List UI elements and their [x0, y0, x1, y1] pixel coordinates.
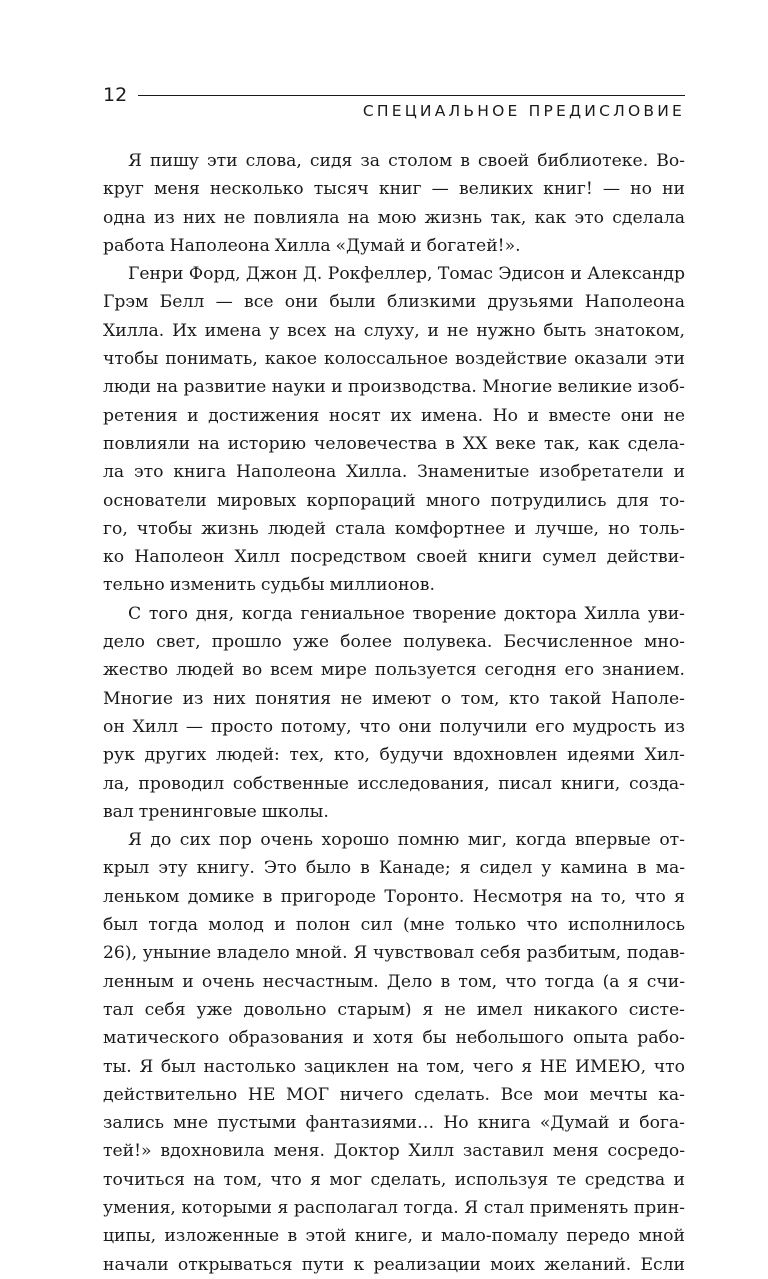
text-line: Я до сих пор очень хорошо помню миг, когда впервые от- — [128, 830, 685, 851]
text-line: леньком домике в пригороде Торонто. Несмотря на то, что я — [103, 886, 685, 907]
text-line: начали открываться пути к реализации моих желаний. Если — [103, 1254, 685, 1275]
text-line: люди на развитие науки и производства. Многие великие изоб- — [103, 377, 685, 398]
text-line: крыл эту книгу. Это было в Канаде; я сидел у камина в ма- — [103, 858, 685, 879]
text-line: он Хилл — просто потому, что они получили его мудрость из — [103, 716, 685, 737]
text-line: одна из них не повлияла на мою жизнь так, как это сделала — [103, 207, 685, 228]
text-line: тал себя уже довольно старым) я не имел никакого систе- — [103, 999, 685, 1020]
text-line: ты. Я был настолько зациклен на том, чего я НЕ ИМЕЮ, что — [103, 1056, 685, 1077]
text-line: тей!» вдохновила меня. Доктор Хилл заставил меня сосредо- — [103, 1141, 685, 1162]
text-line: тельно изменить судьбы миллионов. — [103, 575, 435, 596]
text-line: ленным и очень несчастным. Дело в том, что тогда (а я счи- — [103, 971, 685, 992]
body-text — [103, 147, 685, 1279]
text-line: ла это книга Наполеона Хилла. Знаменитые изобретатели и — [103, 462, 685, 483]
text-line: Многие из них понятия не имеют о том, кто такой Наполе- — [103, 688, 685, 709]
text-line: был тогда молод и полон сил (мне только что исполнилось — [103, 915, 685, 936]
paragraph — [103, 260, 685, 600]
text-line: ципы, изложенные в этой книге, и мало-помалу передо мной — [103, 1226, 685, 1247]
text-line: жество людей во всем мире пользуется сегодня его знанием. — [103, 660, 685, 681]
text-line: С того дня, когда гениальное творение доктора Хилла уви- — [128, 603, 685, 624]
text-line: действительно НЕ МОГ ничего сделать. Все мои мечты ка- — [103, 1084, 685, 1105]
running-head: СПЕЦИАЛЬНОЕ ПРЕДИСЛОВИЕ — [362, 102, 685, 120]
text-line: Генри Форд, Джон Д. Рокфеллер, Томас Эдисон и Александр — [128, 264, 685, 285]
text-line: Грэм Белл — все они были близкими друзьями Наполеона — [103, 292, 685, 313]
text-line: Я пишу эти слова, сидя за столом в своей библиотеке. Во- — [128, 151, 685, 171]
text-line: основатели мировых корпораций много потрудились для то- — [103, 490, 685, 511]
paragraph — [103, 147, 685, 260]
paragraph — [103, 826, 685, 1279]
text-line: круг меня несколько тысяч книг — великих книг! — но ни — [103, 179, 685, 200]
text-line: матического образования и хотя бы небольшого опыта рабо- — [103, 1028, 685, 1049]
text-line: точиться на том, что я мог сделать, используя те средства и — [103, 1169, 685, 1190]
page-number: 12 — [103, 84, 128, 106]
text-line: дело свет, прошло уже более полувека. Бесчисленное мно- — [103, 632, 685, 653]
text-line: чтобы понимать, какое колоссальное воздействие оказали эти — [103, 349, 685, 370]
text-line: Хилла. Их имена у всех на слуху, и не нужно быть знатоком, — [103, 320, 685, 341]
text-line: ретения и достижения носят их имена. Но и вместе они не — [103, 405, 685, 426]
text-line: вал тренинговые школы. — [103, 801, 329, 822]
text-line: работа Наполеона Хилла «Думай и богатей!». — [103, 235, 521, 256]
text-line: го, чтобы жизнь людей стала комфортнее и лучше, но толь- — [103, 518, 685, 539]
text-line: ла, проводил собственные исследования, писал книги, созда- — [103, 773, 685, 794]
text-line: ко Наполеон Хилл посредством своей книги сумел действи- — [103, 547, 685, 568]
paragraph — [103, 600, 685, 826]
text-line: рук других людей: тех, кто, будучи вдохновлен идеями Хил- — [103, 745, 685, 766]
text-line: повлияли на историю человечества в XX веке так, как сдела- — [103, 433, 685, 454]
text-line: зались мне пустыми фантазиями… Но книга «Думай и бога- — [103, 1113, 685, 1134]
text-line: 26), уныние владело мной. Я чувствовал себя разбитым, подав- — [103, 943, 685, 964]
header-rule — [138, 95, 685, 96]
text-line: умения, которыми я располагал тогда. Я стал применять прин- — [103, 1197, 685, 1218]
